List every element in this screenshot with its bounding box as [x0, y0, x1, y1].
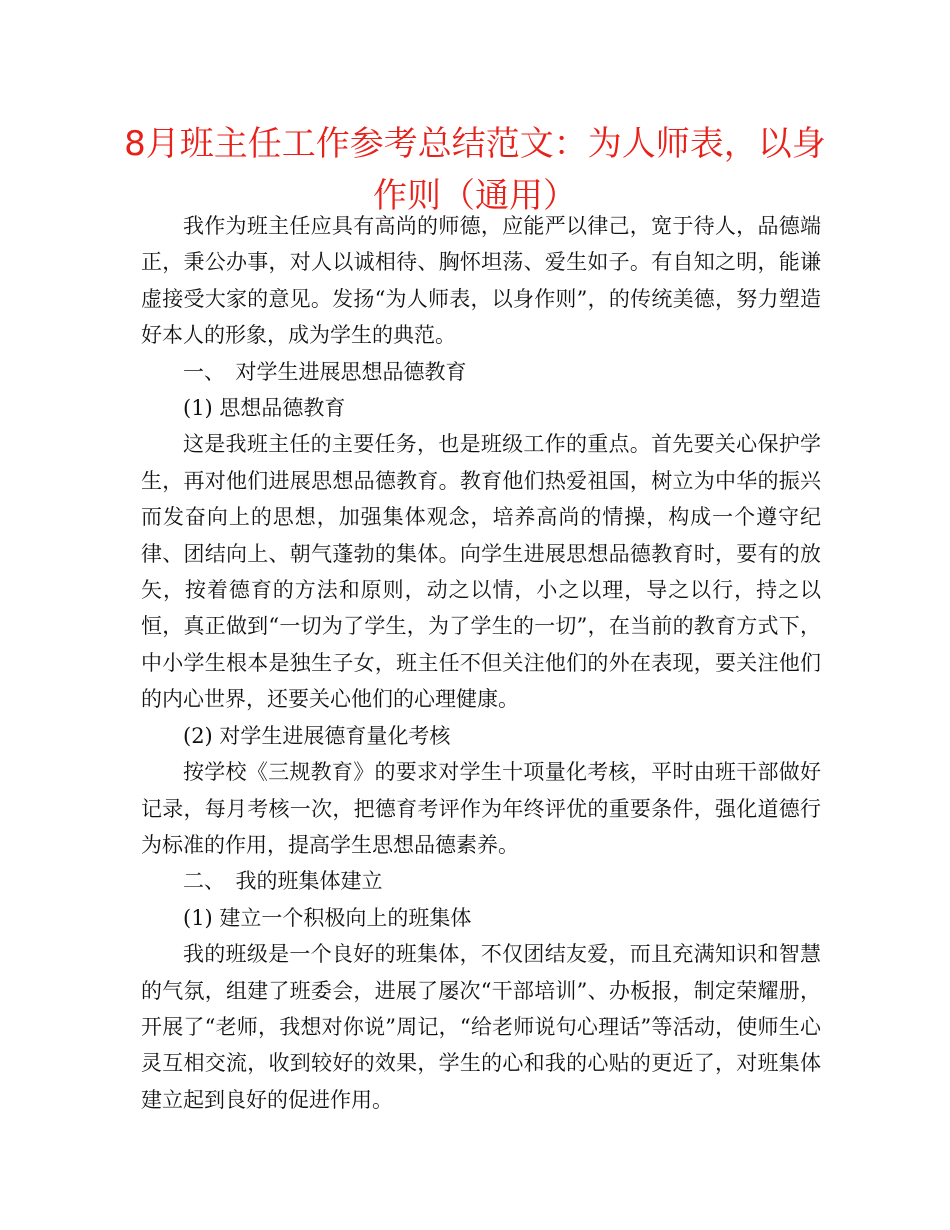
section-heading-1: 一、 对学生进展思想品德教育: [183, 359, 467, 384]
document-title: 8月班主任工作参考总结范文：为人师表，以身作则（通用）: [124, 124, 826, 216]
paragraph-moral-education: 这是我班主任的主要任务，也是班级工作的重点。首先要关心保护学生，再对他们进展思想品德教育。教育他们热爱祖国，树立为中华的振兴而发奋向上的思想，加强集体观念，培养高尚的情操，构成一个遵守纪律、团结向上、朝气蓬勃的集体。向学生进展思想品德教育时，要有的放矢，按着德育的方法和原则，动之以情，小之以理，导之以行，持之以恒，真正做到“一切为了学生，为了学生的一切”，在当前的教育方式下，中小学生根本是独生子女，班主任不但关注他们的外在表现，要关注他们的内心世界，还要关心他们的心理健康。: [141, 432, 821, 712]
paragraph-intro: 我作为班主任应具有高尚的师德，应能严以律己，宽于待人，品德端正，秉公办事，对人以诚相待、胸怀坦荡、爱生如子。有自知之明，能谦虚接受大家的意见。发扬“为人师表，以身作则”，的传统美德，努力塑造好本人的形象，成为学生的典范。: [141, 214, 821, 348]
subsection-heading-1-1: (1) 思想品德教育: [183, 396, 346, 421]
section-heading-2: 二、 我的班集体建立: [183, 869, 383, 894]
paragraph-class-building: 我的班级是一个良好的班集体，不仅团结友爱，而且充满知识和智慧的气氛，组建了班委会，进展了屡次“干部培训”、办板报，制定荣耀册，开展了“老师，我想对你说”周记，“给老师说句心理话”等活动，使师生心灵互相交流，收到较好的效果，学生的心和我的心贴的更近了，对班集体建立起到良好的促进作用。: [141, 942, 821, 1112]
paragraph-assessment: 按学校《三规教育》的要求对学生十项量化考核，平时由班干部做好记录，每月考核一次，把德育考评作为年终评优的重要条件，强化道德行为标准的作用，提高学生思想品德素养。: [141, 760, 821, 857]
document-body: [141, 208, 821, 1118]
subsection-heading-1-2: (2) 对学生进展德育量化考核: [183, 723, 451, 748]
subsection-heading-2-1: (1) 建立一个积极向上的班集体: [183, 905, 472, 930]
